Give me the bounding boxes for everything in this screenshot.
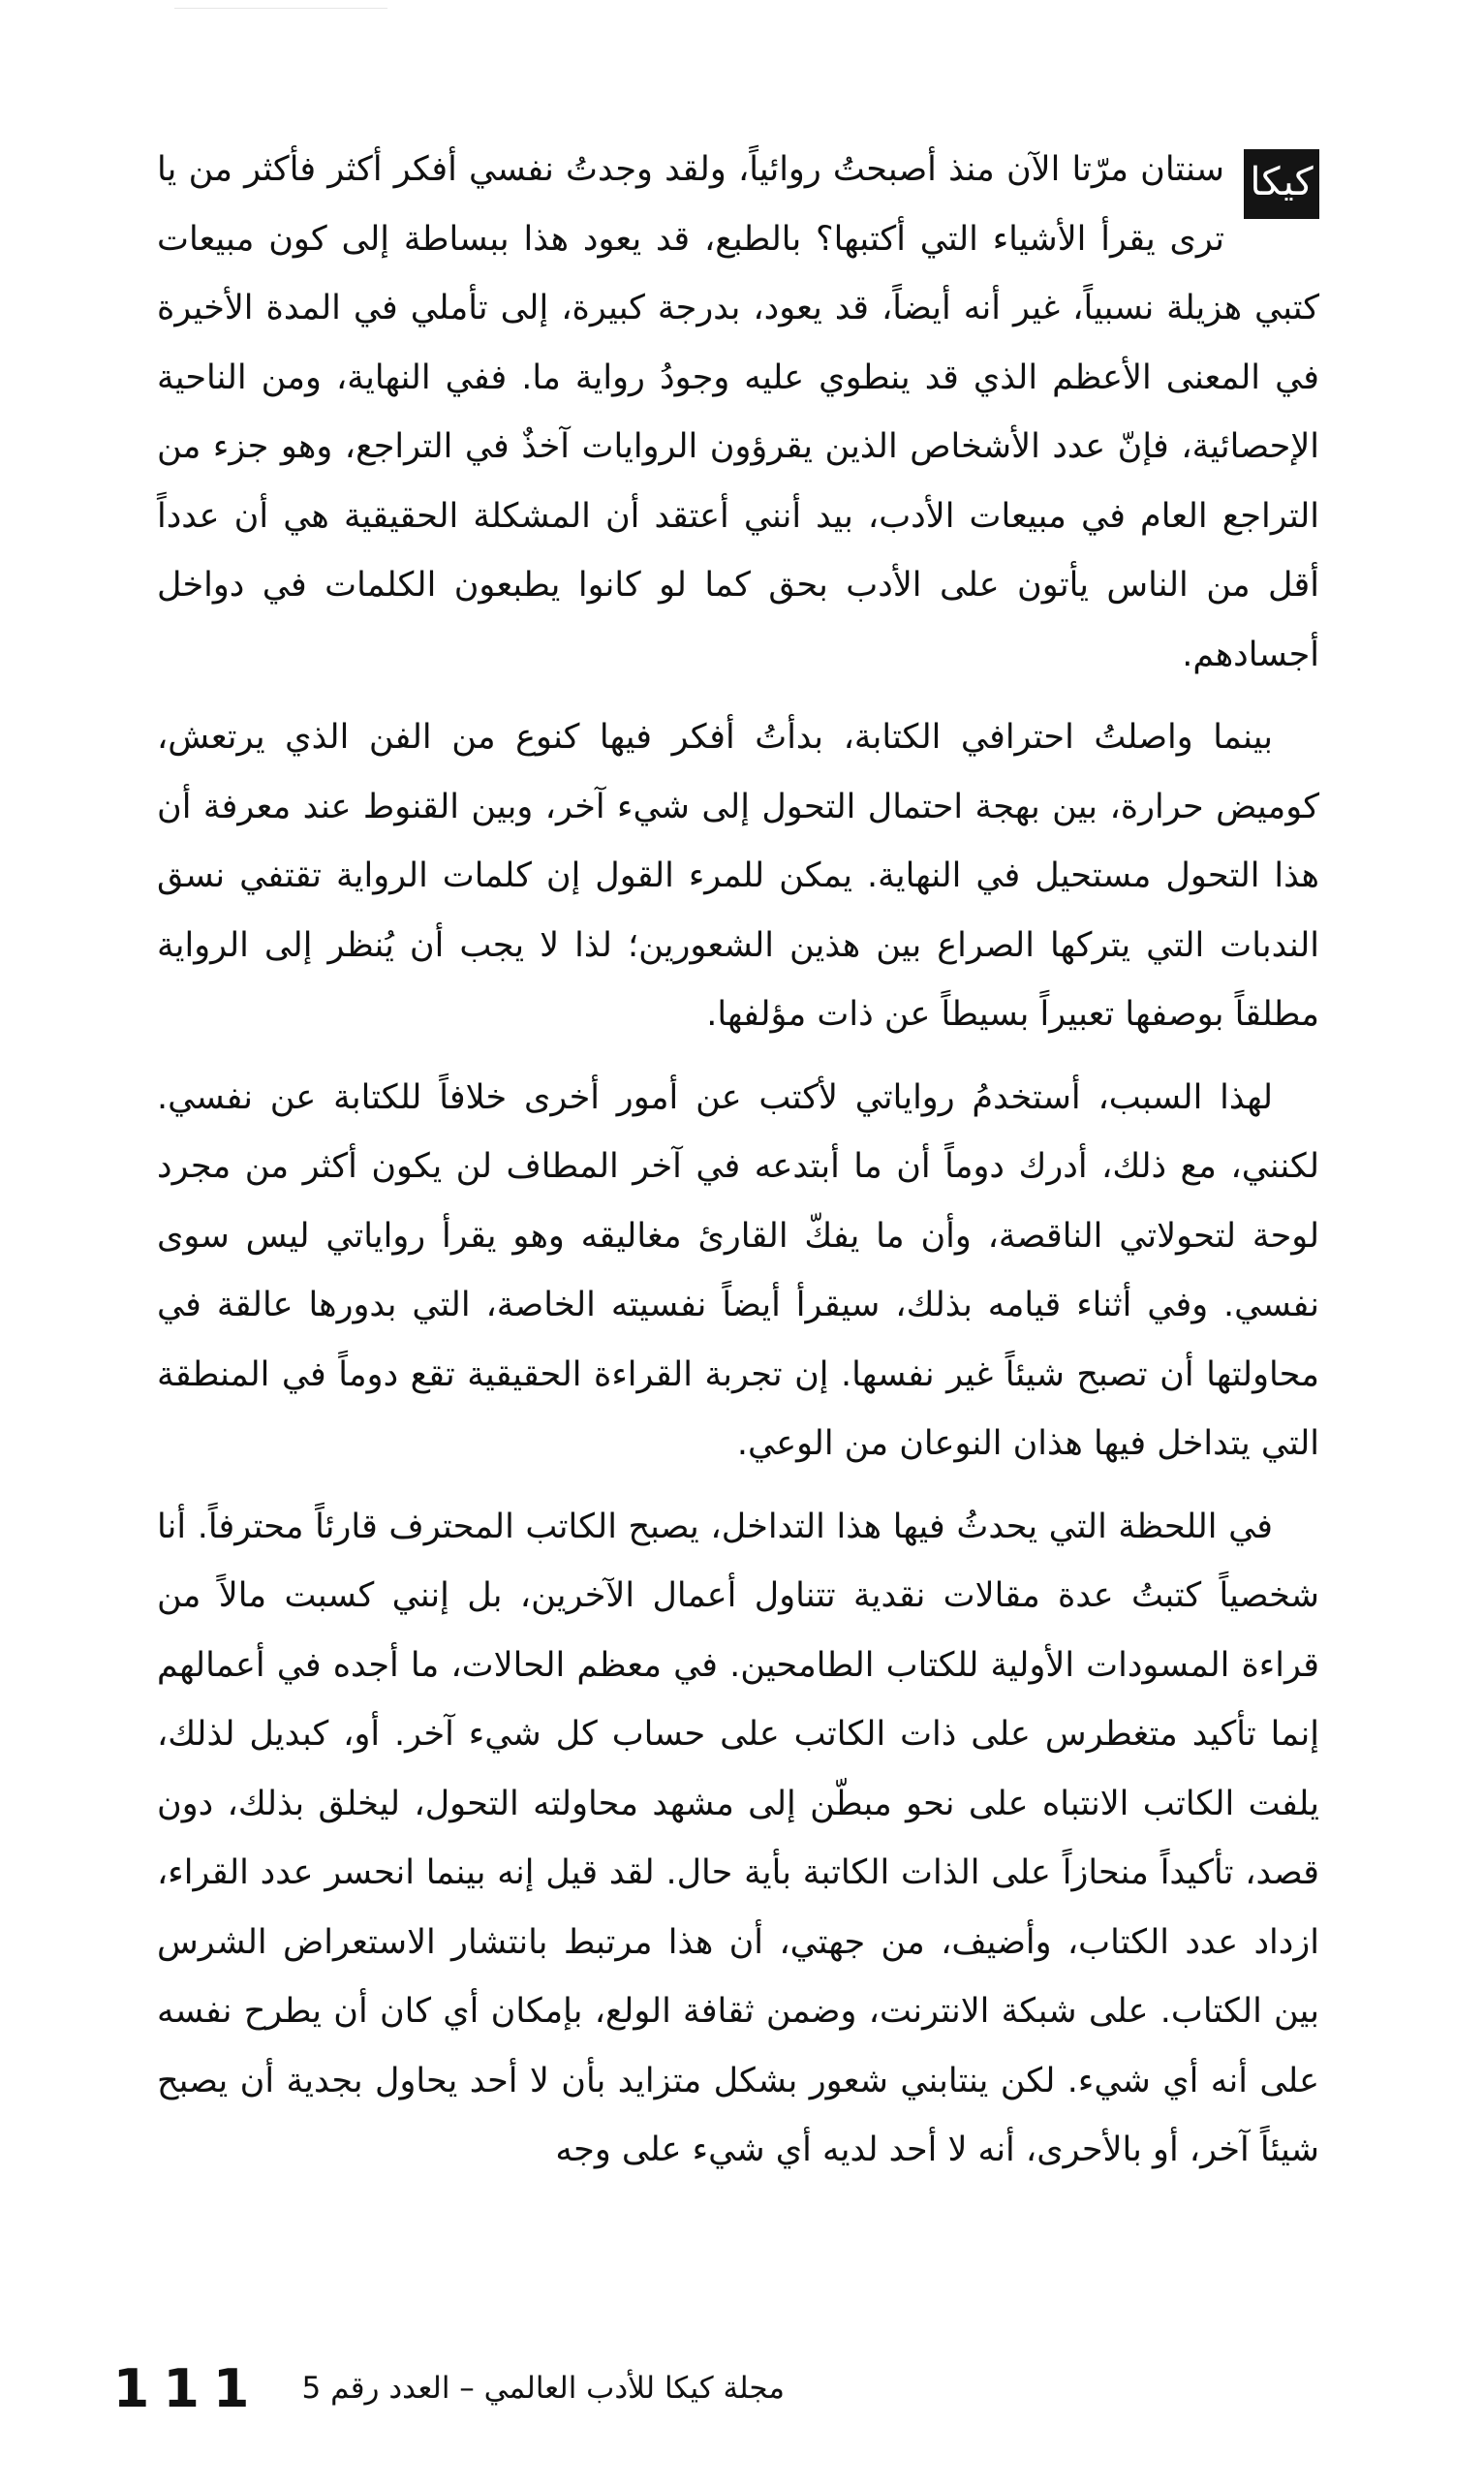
paragraph-1: سنتان مرّتا الآن منذ أصبحتُ روائياً، ولقد وجدتُ نفسي أفكر أكثر فأكثر من يا ترى يقرأ الأشياء التي أكتبها؟ بالطبع، قد يعود هذا ببساطة إلى كون مبيعات كتبي هزيلة نسبياً، غير أنه أيضاً، قد يعود، بدرجة كبيرة، إلى تأملي في المدة الأخيرة في المعنى الأعظم الذي قد ينطوي عليه وجودُ رواية ما. ففي النهاية، ومن الناحية الإحصائية، فإنّ عدد الأشخاص الذين يقرؤون الروايات آخذٌ في التراجع، وهو جزء من التراجع العام في مبيعات الأدب، بيد أنني أعتقد أن المشكلة الحقيقية هي أن عدداً أقل من الناس يأتون على الأدب بحق كما لو كانوا يطبعون الكلمات في دواخل أجسادهم. — [157, 150, 1319, 674]
paragraph-4: في اللحظة التي يحدثُ فيها هذا التداخل، يصبح الكاتب المحترف قارئاً محترفاً. أنا شخصياً كتبتُ عدة مقالات نقدية تتناول أعمال الآخرين، بل إنني كسبت مالاً من قراءة المسودات الأولية للكتاب الطامحين. في معظم الحالات، ما أجده في أعمالهم إنما تأكيد متغطرس على ذات الكاتب على حساب كل شيء آخر. أو، كبديل لذلك، يلفت الكاتب الانتباه على نحو مبطّن إلى مشهد محاولته التحول، ليخلق بذلك، دون قصد، تأكيداً منحازاً على الذات الكاتبة بأية حال. لقد قيل إنه بينما انحسر عدد القراء، ازداد عدد الكتاب، وأضيف، من جهتي، أن هذا مرتبط بانتشار الاستعراض الشرس بين الكتاب. على شبكة الانترنت، وضمن ثقافة الولع، بإمكان أي كان أن يطرح نفسه على أنه أي شيء. لكن ينتابني شعور بشكل متزايد بأن لا أحد يحاول بجدية أن يصبح شيئاً آخر، أو بالأحرى، أنه لا أحد لديه أي شيء على وجه — [157, 1507, 1319, 2169]
article-body — [157, 136, 1319, 2199]
paragraph-2: بينما واصلتُ احترافي الكتابة، بدأتُ أفكر فيها كنوع من الفن الذي يرتعش، كوميض حرارة، بين بهجة احتمال التحول إلى شيء آخر، وبين القنوط عند معرفة أن هذا التحول مستحيل في النهاية. يمكن للمرء القول إن كلمات الرواية تقتفي نسق الندبات التي يتركها الصراع بين هذين الشعورين؛ لذا لا يجب أن يُنظر إلى الرواية مطلقاً بوصفها تعبيراً بسيطاً عن ذات مؤلفها. — [157, 718, 1319, 1034]
kika-logo — [1244, 149, 1319, 219]
page-footer — [112, 2354, 785, 2422]
paragraph-3: لهذا السبب، أستخدمُ رواياتي لأكتب عن أمور أخرى خلافاً للكتابة عن نفسي. لكنني، مع ذلك، أدرك دوماً أن ما أبتدعه في آخر المطاف لن يكون أكثر من مجرد لوحة لتحولاتي الناقصة، وأن ما يفكّ القارئ مغاليقه وهو يقرأ رواياتي ليس سوى نفسي. وفي أثناء قيامه بذلك، سيقرأ أيضاً نفسيته الخاصة، التي بدورها عالقة في محاولتها أن تصبح شيئاً غير نفسها. إن تجربة القراءة الحقيقية تقع دوماً في المنطقة التي يتداخل فيها هذان النوعان من الوعي. — [157, 1077, 1319, 1463]
page-number: 111 — [112, 2357, 263, 2419]
top-rule — [174, 8, 387, 9]
kika-logo-text: كيكا — [1250, 160, 1314, 204]
footer-caption: مجلة كيكا للأدب العالمي – العدد رقم 5 — [301, 2371, 785, 2406]
